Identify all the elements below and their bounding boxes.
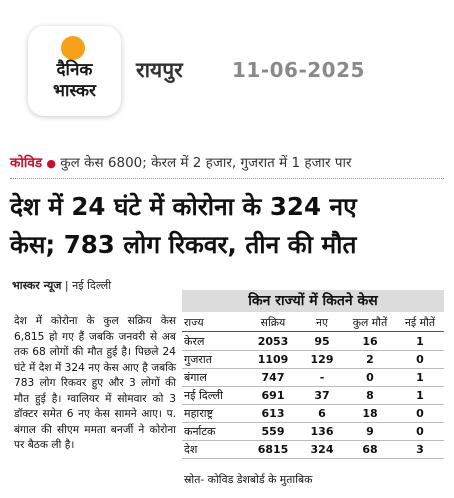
header-state: राज्य	[184, 316, 204, 329]
kicker-text: कुल केस 6800; केरल में 2 हजार, गुजरात में 1 हजार पार	[60, 155, 352, 171]
header-total-deaths: कुल मौतें	[352, 316, 388, 329]
cell-new-deaths: 0	[416, 425, 424, 438]
table-title: किन राज्यों में कितने केस	[182, 290, 444, 312]
header-new: नए	[316, 316, 328, 329]
cell-new: 136	[310, 425, 334, 438]
kicker-tag: कोविड	[10, 155, 43, 171]
byline-place: नई दिल्ली	[72, 279, 112, 292]
dainik-bhaskar-logo[interactable]	[28, 26, 121, 116]
table-row	[182, 333, 444, 351]
cell-active: 613	[261, 407, 285, 420]
state-cases-table	[182, 290, 444, 490]
cell-state: बंगाल	[184, 371, 207, 384]
cell-new-deaths: 0	[416, 353, 424, 366]
cell-total-deaths: 2	[366, 353, 374, 366]
cell-active: 2053	[257, 335, 289, 348]
headline-line-1: देश में 24 घंटे में कोरोना के 324 नए	[10, 192, 357, 221]
cell-state: गुजरात	[184, 353, 212, 366]
divider	[10, 178, 444, 179]
cell-active: 559	[261, 425, 285, 438]
app-header	[0, 0, 454, 140]
headline-line-2: केस; 783 लोग रिकवर, तीन की मौत	[10, 230, 357, 259]
cell-active: 1109	[257, 353, 289, 366]
cell-total-deaths: 16	[362, 335, 378, 348]
cell-new: 6	[318, 407, 326, 420]
sun-icon	[61, 36, 85, 60]
kicker	[10, 152, 444, 174]
table-row	[182, 387, 444, 405]
headline	[10, 188, 444, 264]
table-row	[182, 405, 444, 423]
header-new-deaths: नई मौतें	[404, 316, 436, 329]
bullet-icon: ●	[46, 157, 56, 170]
cell-state: महाराष्ट्र	[184, 407, 214, 420]
cell-state: कर्नाटक	[184, 425, 216, 438]
cell-new-deaths: 1	[416, 371, 424, 384]
cell-new: 95	[314, 335, 330, 348]
table-row-total	[182, 441, 444, 459]
cell-new: -	[319, 371, 325, 384]
cell-new: 129	[310, 353, 334, 366]
table-row	[182, 423, 444, 441]
cell-state: नई दिल्ली	[184, 389, 223, 402]
cell-new-deaths: 0	[416, 407, 424, 420]
cell-total-deaths: 0	[366, 371, 374, 384]
cell-new-deaths: 1	[416, 335, 424, 348]
cell-new: 37	[314, 389, 330, 402]
cell-new-deaths: 3	[416, 443, 424, 456]
cell-total-deaths: 8	[366, 389, 374, 402]
header-active: सक्रिय	[260, 316, 286, 329]
cell-active: 747	[261, 371, 285, 384]
cell-new: 324	[310, 443, 334, 456]
table-row	[182, 351, 444, 369]
cell-total-deaths: 68	[362, 443, 378, 456]
news-clipping	[10, 146, 444, 496]
byline-agency: भास्कर न्यूज	[12, 279, 62, 292]
edition-city[interactable]: रायपुर	[136, 58, 183, 82]
table-source: स्रोत- कोविड डेशबोर्ड के मुताबिक	[184, 473, 313, 486]
article-body: देश में कोरोना के कुल सक्रिय केस 6,815 हो गए हैं जबकि जनवरी से अब तक 68 लोगों की मौत हुई है। पिछले 24 घंटे में देश में 324 नए केस आए है जबकि 783 लोग रिकवर हुए और 3 लोगों की मौत हुई है। ग्वालियर में सोमवार को 3 डॉक्टर समेत 6 नए केस सामने आए। प. बंगाल की सीएम ममता बनर्जी ने कोरोना पर बैठक ली है।	[14, 315, 176, 451]
table-row	[182, 369, 444, 387]
logo-text-line1: दैनिक	[56, 60, 93, 80]
table-header-row	[182, 314, 444, 332]
cell-total-deaths: 9	[366, 425, 374, 438]
byline: भास्कर न्यूज | नई दिल्ली	[12, 279, 112, 292]
cell-state: देश	[184, 443, 198, 456]
cell-new-deaths: 1	[416, 389, 424, 402]
edition-date[interactable]: 11-06-2025	[232, 58, 365, 82]
cell-state: केरल	[184, 335, 205, 348]
cell-total-deaths: 18	[362, 407, 378, 420]
logo-text-line2: भास्कर	[53, 81, 96, 101]
cell-active: 691	[261, 389, 285, 402]
cell-active: 6815	[257, 443, 289, 456]
